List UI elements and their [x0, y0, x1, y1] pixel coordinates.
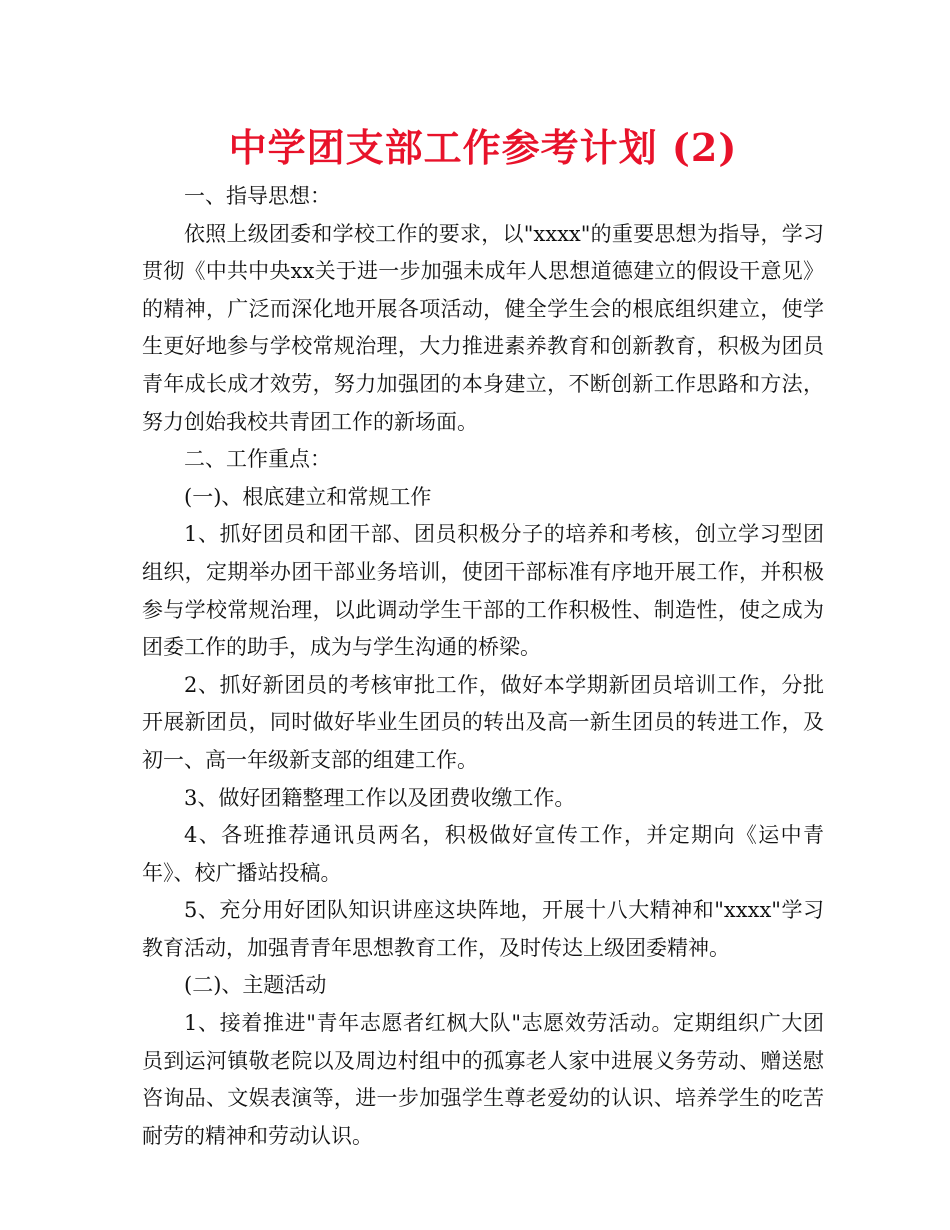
- section-heading-work-focus: 二、工作重点：: [184, 447, 331, 472]
- paragraph-item-1: 1、抓好团员和团干部、团员积极分子的培养和考核，创立学习型团组织，定期举办团干部业务培训，使团干部标准有序地开展工作，并积极参与学校常规治理，以此调动学生干部的工作积极性、制造性，使之成为团委工作的助手，成为与学生沟通的桥梁。: [142, 522, 824, 660]
- paragraph-activity-1: 1、接着推进"青年志愿者红枫大队"志愿效劳活动。定期组织广大团员到运河镇敬老院以及周边村组中的孤寡老人家中进展义务劳动、赠送慰咨询品、文娱表演等，进一步加强学生尊老爱幼的认识、培养学生的吃苦耐劳的精神和劳动认识。: [142, 1011, 824, 1148]
- subsection-heading-theme-activities: (二)、主题活动: [184, 973, 327, 998]
- paragraph-item-2: 2、抓好新团员的考核审批工作，做好本学期新团员培训工作，分批开展新团员，同时做好毕业生团员的转出及高一新生团员的转进工作，及初一、高一年级新支部的组建工作。: [142, 672, 824, 772]
- subsection-heading-foundation: (一)、根底建立和常规工作: [184, 484, 432, 509]
- section-heading-guiding-thought: 一、指导思想：: [184, 184, 331, 208]
- paragraph-guiding-thought: 依照上级团委和学校工作的要求，以"xxxx"的重要思想为指导，学习贯彻《中共中央xx关于进一步加强未成年人思想道德建立的假设干意见》的精神，广泛而深化地开展各项活动，健全学生会的根底组织建立，使学生更好地参与学校常规治理，大力推进素养教育和创新教育，积极为团员青年成长成才效劳，努力加强团的本身建立，不断创新工作思路和方法，努力创始我校共青团工作的新场面。: [142, 221, 824, 434]
- document-page: [142, 118, 824, 1155]
- document-title: 中学团支部工作参考计划 (2): [228, 125, 738, 170]
- paragraph-item-5: 5、充分用好团队知识讲座这块阵地，开展十八大精神和"xxxx"学习教育活动，加强青青年思想教育工作，及时传达上级团委精神。: [142, 898, 824, 960]
- paragraph-item-4: 4、各班推荐通讯员两名，积极做好宣传工作，并定期向《运中青年》、校广播站投稿。: [142, 823, 824, 885]
- paragraph-item-3: 3、做好团籍整理工作以及团费收缴工作。: [184, 785, 576, 810]
